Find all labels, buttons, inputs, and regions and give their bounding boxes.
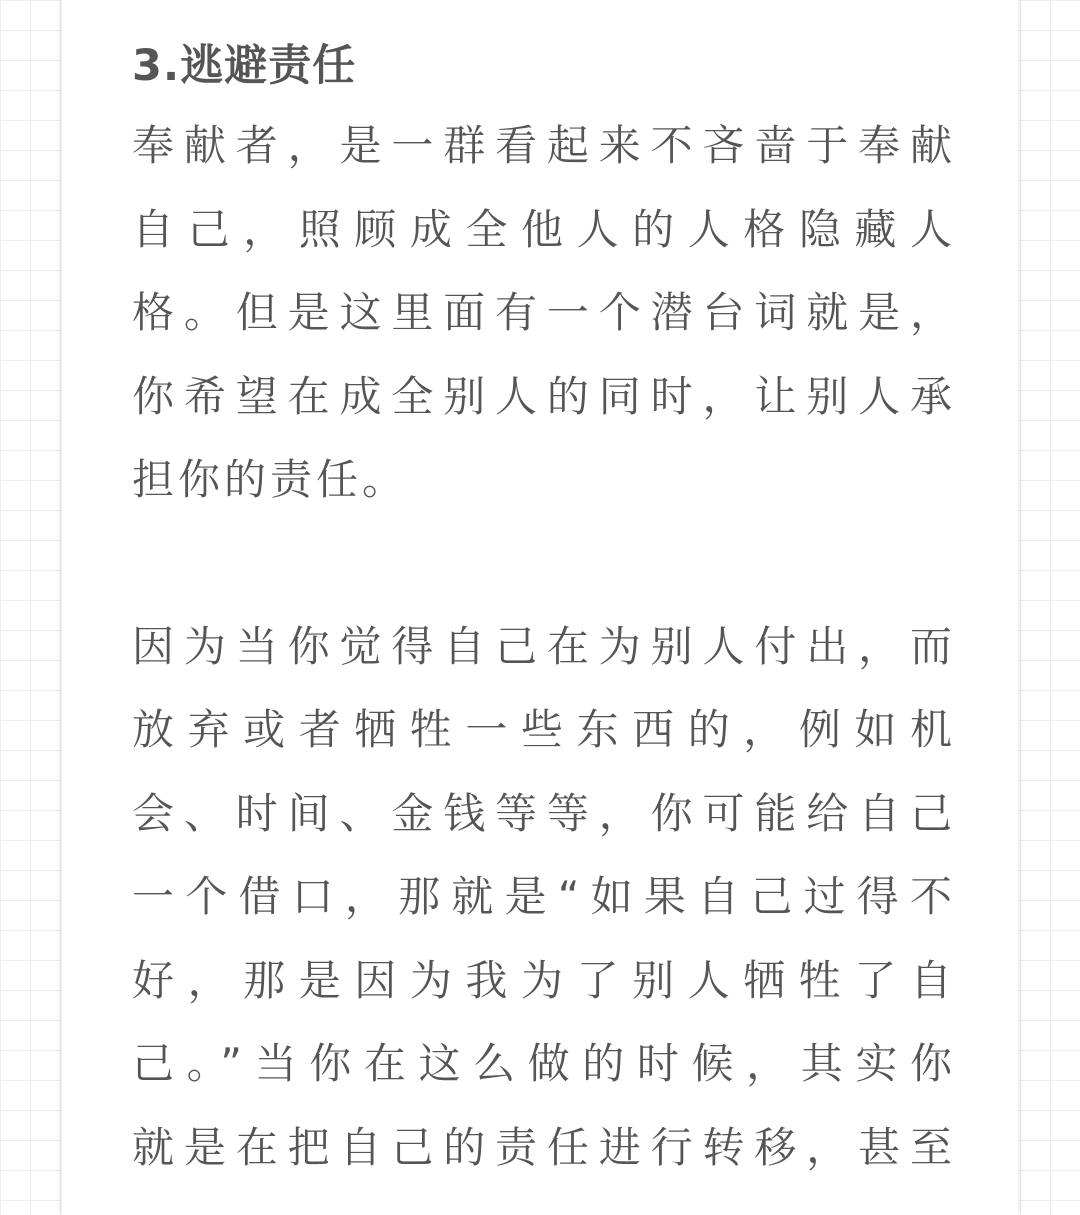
text-line: 奉献者，是一群看起来不吝啬于奉献: [132, 121, 952, 170]
text-line: 就是在把自己的责任进行转移，甚至: [132, 1122, 952, 1172]
text-line: 好，那是因为我为了别人牺牲了自: [132, 955, 952, 1005]
text-line: 担你的责任。: [132, 455, 409, 504]
article-card: [62, 0, 1018, 1215]
paragraph-1: [132, 104, 952, 522]
text-line: 格。但是这里面有一个潜台词就是，: [132, 288, 952, 337]
text-line: 因为当你觉得自己在为别人付出，而: [132, 621, 952, 671]
section-heading: 3.逃避责任: [132, 41, 357, 91]
paragraph-2: [132, 605, 952, 1190]
text-line: 自己，照顾成全他人的人格隐藏人: [132, 204, 952, 254]
text-line: 一个借口，那就是“如果自己过得不: [132, 872, 952, 921]
article-content: [132, 36, 952, 1189]
text-line: 会、时间、金钱等等，你可能给自己: [132, 788, 952, 838]
text-line: 你希望在成全别人的同时，让别人承: [132, 371, 952, 421]
text-line: 己。”当你在这么做的时候，其实你: [132, 1039, 952, 1088]
text-line: 放弃或者牺牲一些东西的，例如机: [132, 705, 952, 754]
